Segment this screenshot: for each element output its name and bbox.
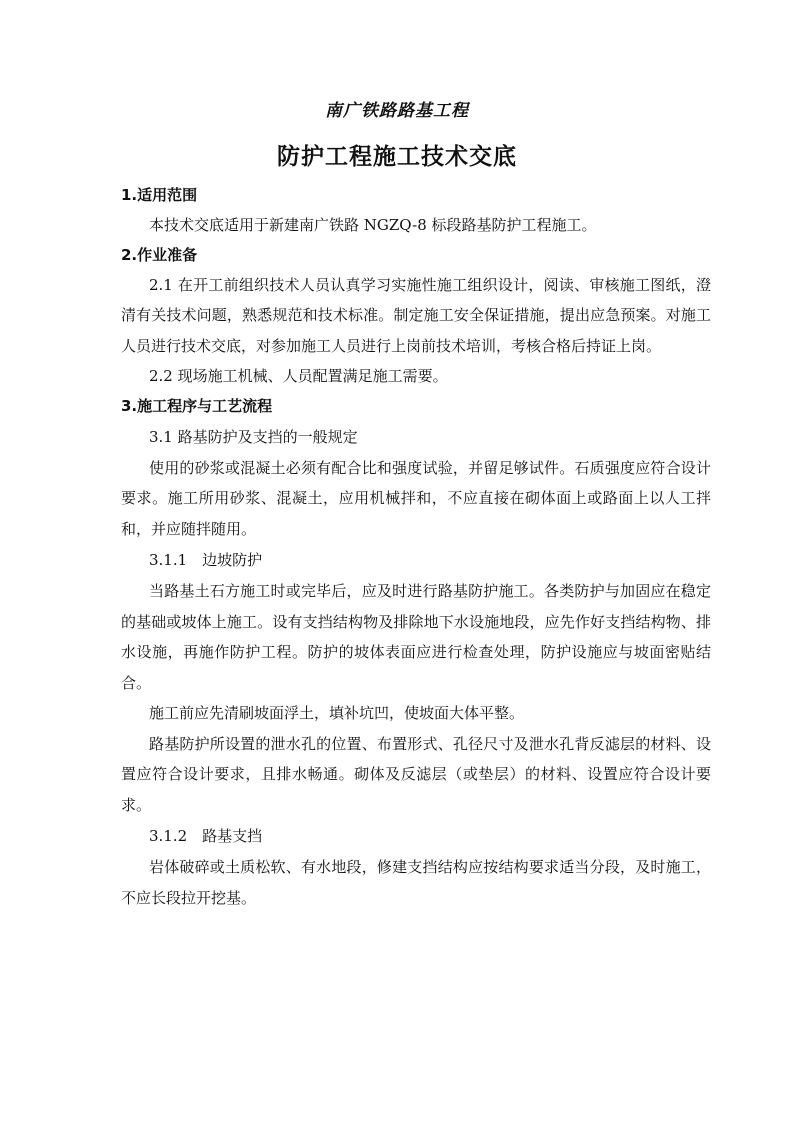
paragraph-slope-cleaning: 施工前应先清刷坡面浮土，填补坑凹，使坡面大体平整。 — [149, 704, 525, 722]
project-title: 南广铁路路基工程 — [325, 101, 469, 121]
document-title: 防护工程施工技术交底 — [277, 143, 517, 170]
subsection-heading-3-1-2: 3.1.2 路基支挡 — [149, 827, 263, 845]
document-body — [121, 181, 711, 913]
subsection-heading-3-1-1: 3.1.1 边坡防护 — [149, 551, 263, 569]
section-heading-scope: 1.适用范围 — [121, 186, 198, 204]
paragraph-general-rules: 使用的砂浆或混凝土必须有配合比和强度试验，并留足够试件。石质强度应符合设计要求。施工所用砂浆、混凝土，应用机械拌和，不应直接在砌体面上或路面上以人工拌和，并应随拌随用。 — [121, 458, 711, 538]
paragraph-drainage-holes: 路基防护所设置的泄水孔的位置、布置形式、孔径尺寸及泄水孔背反滤层的材料、设置应符合设计要求，且排水畅通。砌体及反滤层（或垫层）的材料、设置应符合设计要求。 — [121, 734, 711, 814]
paragraph-slope-protection: 当路基土石方施工时或完毕后，应及时进行路基防护施工。各类防护与加固应在稳定的基础或坡体上施工。设有支挡结构物及排除地下水设施地段，应先作好支挡结构物、排水设施，再施作防护工程。防护的坡体表面应进行检查处理，防护设施应与坡面密贴结合。 — [121, 582, 711, 692]
paragraph-retaining: 岩体破碎或土质松软、有水地段，修建支挡结构应按结构要求适当分段，及时施工，不应长段拉开挖基。 — [121, 858, 711, 907]
paragraph-scope: 本技术交底适用于新建南广铁路 NGZQ-8 标段路基防护工程施工。 — [149, 216, 597, 234]
section-heading-procedure: 3.施工程序与工艺流程 — [121, 396, 273, 415]
paragraph-preparation-2-1: 2.1 在开工前组织技术人员认真学习实施性施工组织设计，阅读、审核施工图纸，澄清有关技术问题，熟悉规范和技术标准。制定施工安全保证措施，提出应急预案。对施工人员进行技术交底，对参加施工人员进行上岗前技术培训，考核合格后持证上岗。 — [121, 275, 711, 355]
section-heading-preparation: 2.作业准备 — [121, 245, 198, 264]
subsection-heading-3-1: 3.1 路基防护及支挡的一般规定 — [149, 427, 358, 446]
paragraph-preparation-2-2: 2.2 现场施工机械、人员配置满足施工需要。 — [149, 367, 448, 385]
